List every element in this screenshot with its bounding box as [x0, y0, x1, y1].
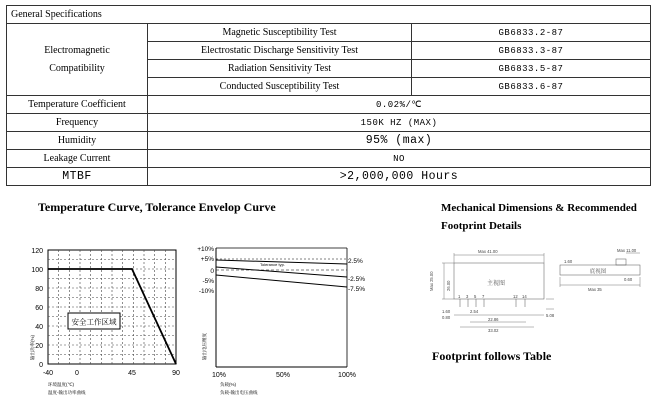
y-tick: 40 [35, 324, 43, 331]
dim-left-max: Max 25.00 [429, 271, 434, 291]
tolerance-x-axis-label: 负载(%) [220, 382, 236, 387]
y-tick: 120 [31, 248, 43, 255]
x-tick: 10% [211, 372, 227, 379]
tolerance-y-axis-label: 输出电压精度 [202, 333, 207, 360]
emc-test-name: Electrostatic Discharge Sensitivity Test [148, 42, 412, 60]
dim-side-top-max: Max 11.00 [617, 248, 637, 253]
spec-label: MTBF [7, 168, 148, 186]
spec-row-frequency [7, 114, 651, 132]
dim-side-small: 1.60 [564, 259, 573, 264]
y-tick: 100 [31, 267, 43, 274]
spec-value: >2,000,000 Hours [148, 168, 651, 186]
spec-value: 150K HZ (MAX) [148, 114, 651, 132]
emc-test-name: Conducted Susceptibility Test [148, 78, 412, 96]
y-tick: 20 [35, 343, 43, 350]
pin-label: 1 [458, 294, 461, 299]
tolerance-x-ticks [212, 372, 356, 379]
spec-header: General Specifications [7, 6, 651, 24]
tolerance-caption: 负载-输出电压曲线 [220, 390, 258, 395]
y-tick: 80 [35, 286, 43, 293]
tolerance-right-labels [348, 258, 365, 293]
dim-bottom-b: 0.80 [442, 315, 451, 320]
derating-caption: 温度-输出功率曲线 [48, 390, 86, 395]
dim-pin-pitch: 2.54 [470, 309, 479, 314]
y-tick: 0 [210, 268, 214, 275]
pin-label: 12 [513, 294, 518, 299]
emc-test-standard: GB6833.2-87 [412, 24, 651, 42]
x-tick: 50% [275, 372, 291, 379]
pin-label: 7 [482, 294, 485, 299]
right-label: -7.5% [348, 286, 365, 293]
y-tick: -5% [202, 278, 214, 285]
tolerance-y-ticks [197, 246, 214, 295]
safe-zone-label: 安全工作区域 [71, 317, 117, 327]
tolerance-typical-line [216, 267, 347, 277]
footprint-note: Footprint follows Table [432, 349, 552, 363]
mech-title [441, 199, 637, 235]
mech-title-line1: Mechanical Dimensions & Recommended [441, 202, 637, 214]
spec-value: 0.02%/℃ [148, 96, 651, 114]
emc-test-standard: GB6833.6-87 [412, 78, 651, 96]
right-label: 2.5% [348, 258, 363, 265]
dim-bottom-d: 33.02 [488, 328, 499, 333]
spec-row-leakage-current [7, 150, 651, 168]
spec-label: Frequency [7, 114, 148, 132]
dim-side-bottom-max: Max 35 [588, 287, 602, 292]
dim-side-right: 0.60 [624, 277, 633, 282]
emc-test-name: Radiation Sensitivity Test [148, 60, 412, 78]
emc-test-name: Magnetic Susceptibility Test [148, 24, 412, 42]
emc-test-standard: GB6833.5-87 [412, 60, 651, 78]
spec-value: 95% (max) [148, 132, 651, 150]
tolerance-lower-line [216, 275, 347, 287]
y-tick: 60 [35, 305, 43, 312]
y-tick: 0 [39, 362, 43, 369]
derating-y-axis-label: 输出功率(%) [30, 335, 35, 360]
tolerance-line-label: Tolerance typ. [260, 262, 285, 267]
spec-label: Leakage Current [7, 150, 148, 168]
derating-chart [10, 240, 195, 398]
dim-right-small: 5.08 [546, 313, 555, 318]
dim-bottom-c: 22.86 [488, 317, 499, 322]
main-view-label: 主视图 [486, 281, 506, 287]
x-tick: 45 [128, 370, 136, 377]
dim-bottom-a: 1.60 [442, 309, 451, 314]
pin-label: 5 [474, 294, 477, 299]
emc-label-line2: Compatibility [49, 62, 105, 74]
mech-title-line2: Footprint Details [441, 220, 522, 232]
derating-x-axis-label: 环境温度(℃) [48, 382, 75, 387]
spec-header-row [7, 6, 651, 24]
emc-label-line1: Electromagnetic [44, 44, 110, 56]
emc-label [7, 24, 148, 96]
x-tick: 100% [338, 372, 356, 379]
mechanical-drawing [430, 243, 652, 335]
derating-x-ticks [43, 370, 180, 377]
general-spec-table [6, 5, 651, 186]
spec-row-temp-coefficient [7, 96, 651, 114]
y-tick: -10% [198, 288, 214, 295]
x-tick: -40 [42, 370, 54, 377]
dim-left-small: 26.00 [446, 280, 451, 291]
side-view-label: 底视图 [589, 269, 607, 275]
spec-label: Humidity [7, 132, 148, 150]
curves-title: Temperature Curve, Tolerance Envelop Curve [38, 200, 276, 214]
x-tick: 90 [172, 370, 180, 377]
y-tick: +5% [200, 256, 214, 263]
x-tick: 0 [75, 370, 79, 377]
derating-grid [48, 250, 176, 364]
pin-label: 3 [466, 294, 469, 299]
emc-row-1 [7, 24, 651, 42]
dim-top-max: Max 41.00 [478, 249, 498, 254]
tolerance-chart [190, 240, 372, 398]
spec-row-humidity [7, 132, 651, 150]
y-tick: +10% [197, 246, 214, 253]
pin-label: 14 [522, 294, 527, 299]
emc-test-standard: GB6833.3-87 [412, 42, 651, 60]
spec-label: Temperature Coefficient [7, 96, 148, 114]
right-label: -2.5% [348, 276, 365, 283]
spec-value: NO [148, 150, 651, 168]
spec-row-mtbf [7, 168, 651, 186]
